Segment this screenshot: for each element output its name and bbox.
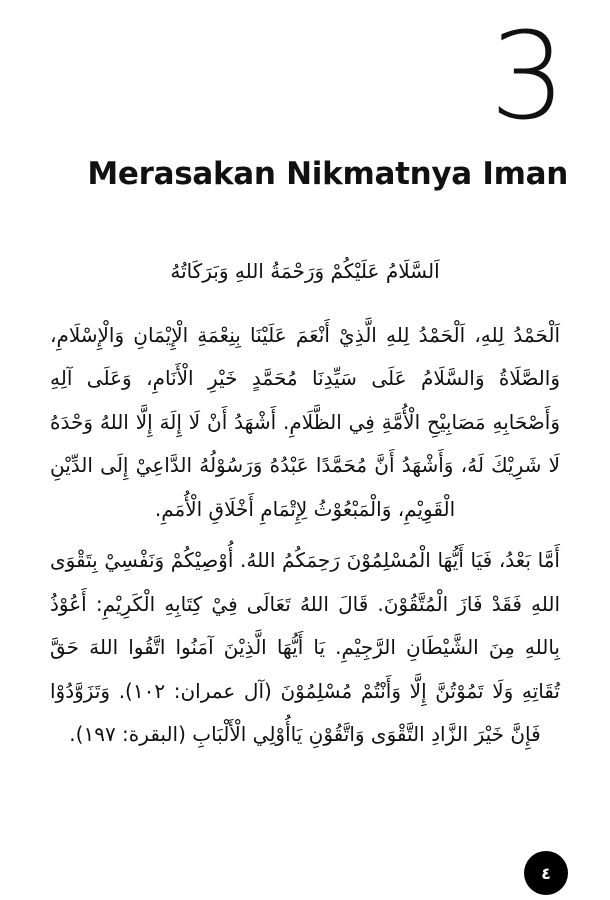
amma-bad-paragraph: أَمَّا بَعْدُ، فَيَا أَيُّهَا الْمُسْلِمُوْنَ رَحِمَكُمُ اللهُ. أُوْصِيْكُمْ وَنَفْسِيْ بِتَقْوَى اللهِ فَقَدْ فَازَ الْمُتَّقُوْنَ. قَالَ اللهُ تَعَالَى فِيْ كِتَابِهِ الْكَرِيْمِ: أَعُوْذُ بِاللهِ مِنَ الشَّيْطَانِ الرَّجِيْمِ. يَا أَيُّهَا الَّذِيْنَ آمَنُوا اتَّقُوا اللهَ حَقَّ تُقَاتِهِ وَلَا تَمُوْتُنَّ إِلَّا وَأَنْتُمْ مُسْلِمُوْنَ (آل عمران: ١٠٢). وَتَزَوَّدُوْا فَإِنَّ خَيْرَ الزَّادِ التَّقْوَى وَاتَّقُوْنِ يَاأُوْلِي الْأَلْبَابِ (البقرة: ١٩٧). <box>50 548 560 746</box>
page-number-badge: ٤ <box>524 851 568 895</box>
chapter-title: Merasakan Nikmatnya Iman <box>87 156 568 192</box>
salam-greeting: اَلسَّلَامُ عَلَيْكُمْ وَرَحْمَةُ اللهِ وَبَرَكَاتُهُ <box>170 259 440 283</box>
khutbah-text <box>50 250 560 765</box>
opening-paragraph: اَلْحَمْدُ لِلهِ، اَلْحَمْدُ لِلهِ الَّذِيْ أَنْعَمَ عَلَيْنَا بِنِعْمَةِ الْإِيْمَانِ وَالْإِسْلَامِ، وَالصَّلَاةُ وَالسَّلَامُ عَلَى سَيِّدِنَا مُحَمَّدٍ خَيْرِ الْأَنَامِ، وَعَلَى آلِهِ وَأَصْحَابِهِ مَصَابِيْحِ الْأُمَّةِ فِي الظَّلَامِ. أَشْهَدُ أَنْ لَا إِلَهَ إِلَّا اللهُ وَحْدَهُ لَا شَرِيْكَ لَهُ، وَأَشْهَدُ أَنَّ مُحَمَّدًا عَبْدُهُ وَرَسُوْلُهُ الدَّاعِيْ إِلَى الدِّيْنِ الْقَوِيْمِ، وَالْمَبْعُوْثُ لِإِتْمَامِ أَخْلَاقِ الْأُمَمِ. <box>50 322 560 521</box>
chapter-number: 3 <box>489 8 564 147</box>
